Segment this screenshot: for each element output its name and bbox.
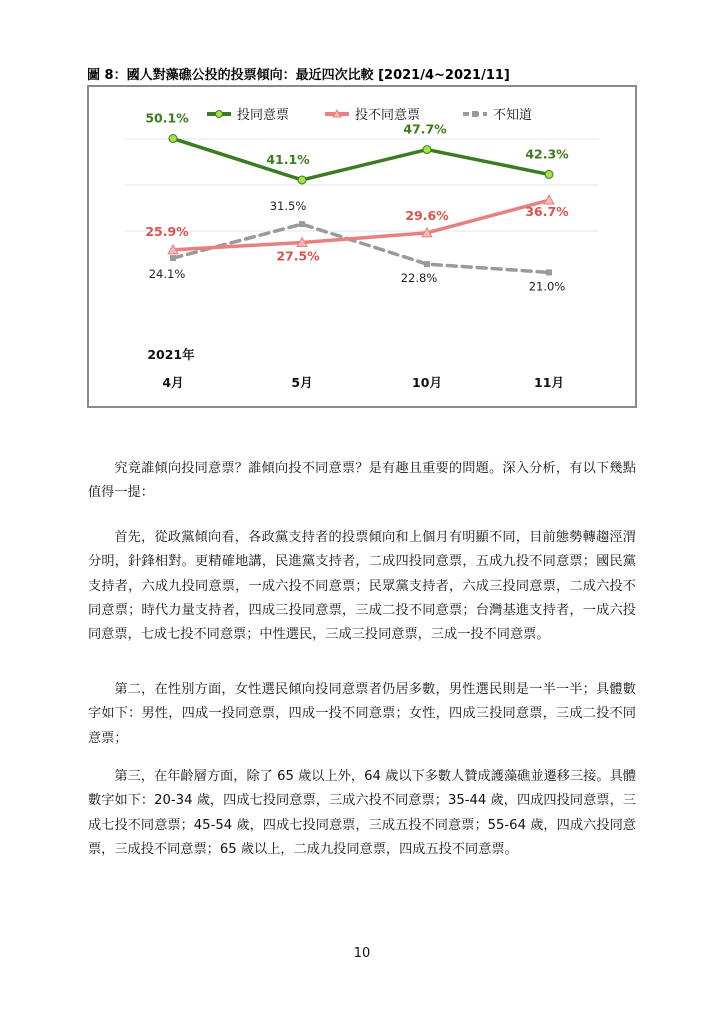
- paragraph-party: 首先，從政黨傾向看，各政黨支持者的投票傾向和上個月有明顯不同，目前態勢轉趨涇渭分明，針鋒相對。更精確地講，民進黨支持者，二成四投同意票，五成九投不同意票；國民黨支持者，六成九投同意票，一成六投不同意票；民眾黨支持者，六成三投同意票，二成六投不同意票；時代力量支持者，四成三投同意票，三成二投不同意票；台灣基進支持者，一成六投同意票，七成七投不同意票；中性選民，三成三投同意票，三成一投不同意票。: [88, 530, 636, 643]
- data-label: 50.1%: [145, 110, 189, 126]
- legend-label: 投同意票: [237, 108, 290, 123]
- x-tick-label: 11月: [534, 375, 564, 390]
- series-line: [173, 139, 549, 180]
- legend-label: 不知道: [493, 108, 533, 123]
- data-point: [423, 146, 431, 154]
- data-label: 41.1%: [266, 151, 310, 167]
- page-number: 10: [353, 946, 371, 961]
- paragraph-intro: 究竟誰傾向投同意票？誰傾向投不同意票？是有趣且重要的問題。深入分析，有以下幾點值得一提：: [88, 461, 636, 501]
- data-label: 29.6%: [405, 207, 449, 223]
- figure-title: 圖 8：國人對藻礁公投的投票傾向：最近四次比較 [2021/4~2021/11]: [87, 68, 510, 83]
- legend-marker: [216, 111, 223, 118]
- year-label: 2021年: [147, 347, 195, 362]
- data-point: [546, 269, 552, 275]
- x-tick-label: 5月: [291, 375, 313, 390]
- x-tick-label: 10月: [412, 375, 442, 390]
- data-label: 47.7%: [403, 121, 447, 137]
- data-label: 27.5%: [276, 248, 320, 264]
- data-point: [299, 221, 305, 227]
- data-label: 25.9%: [145, 223, 189, 239]
- data-label: 21.0%: [528, 279, 566, 294]
- data-point: [170, 255, 176, 261]
- data-label: 36.7%: [525, 204, 569, 220]
- chart-canvas: [89, 87, 635, 406]
- data-point: [169, 135, 177, 143]
- data-point: [298, 176, 306, 184]
- line-chart: [87, 85, 637, 408]
- data-point: [545, 170, 553, 178]
- data-label: 42.3%: [525, 146, 569, 162]
- data-point: [424, 261, 430, 267]
- x-tick-label: 4月: [162, 375, 184, 390]
- data-label: 24.1%: [148, 267, 186, 282]
- data-label: 22.8%: [400, 271, 438, 286]
- paragraph-gender: 第二，在性別方面，女性選民傾向投同意票者仍居多數，男性選民則是一半一半；具體數字如下：男性，四成一投同意票，四成一投不同意票；女性，四成三投同意票，三成二投不同意票；: [88, 682, 636, 746]
- paragraph-age: 第三，在年齡層方面，除了 65 歲以上外，64 歲以下多數人贊成護藻礁並遷移三接。具體數字如下：20-34 歲，四成七投同意票，三成六投不同意票；35-44 歲，四成四投同意票，三成七投不同意票；45-54 歲，四成七投同意票，三成五投不同意票；55-64 歲，四成六投同意票，三成投不同意票；65 歲以上，二成九投同意票，四成五投不同意票。: [88, 769, 636, 857]
- data-label: 31.5%: [269, 199, 307, 214]
- legend-label: 投不同意票: [355, 108, 421, 123]
- legend-marker: [472, 111, 478, 117]
